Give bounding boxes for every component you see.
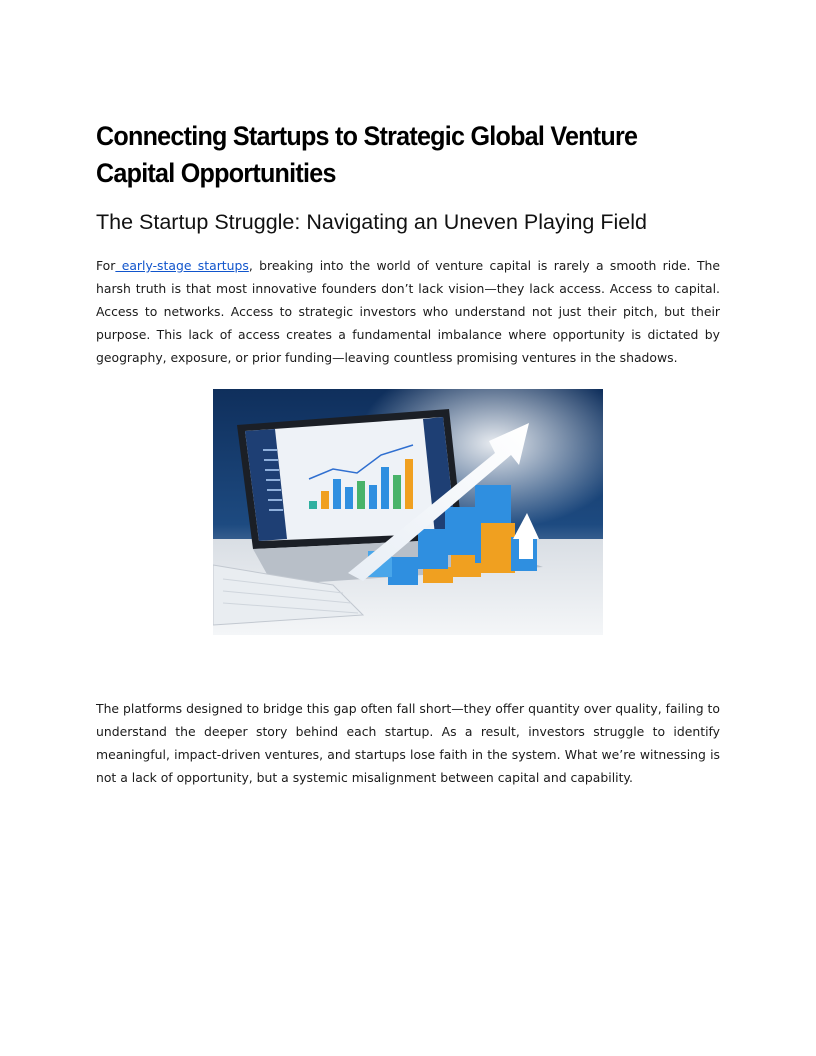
paragraph-intro-body: , breaking into the world of venture capital is rarely a smooth ride. The harsh truth is that most innovative founders don’t lack vision—they lack access. Access to capital. Access to networks. Access to strategic investors who understand not just their pitch, but their purpose. This lack of access creates a fundamental imbalance where opportunity is dictated by geography, exposure, or prior funding—leaving countless promising ventures in the shadows. — [96, 258, 720, 365]
document-page — [96, 118, 720, 789]
early-stage-startups-link[interactable]: early-stage startups — [115, 258, 249, 273]
growth-chart-laptop-image — [213, 389, 603, 635]
paragraph-intro — [96, 254, 720, 369]
document-title: Connecting Startups to Strategic Global Venture Capital Opportunities — [96, 121, 638, 188]
paragraph-intro-prefix: For — [96, 258, 116, 273]
section-heading: The Startup Struggle: Navigating an Uneven Playing Field — [96, 210, 647, 234]
paragraph-platforms: The platforms designed to bridge this gap often fall short—they offer quantity over quality, failing to understand the deeper story behind each startup. As a result, investors struggle to identify meaningful, impact-driven ventures, and startups lose faith in the system. What we’re witnessing is not a lack of opportunity, but a systemic misalignment between capital and capability. — [96, 701, 720, 785]
